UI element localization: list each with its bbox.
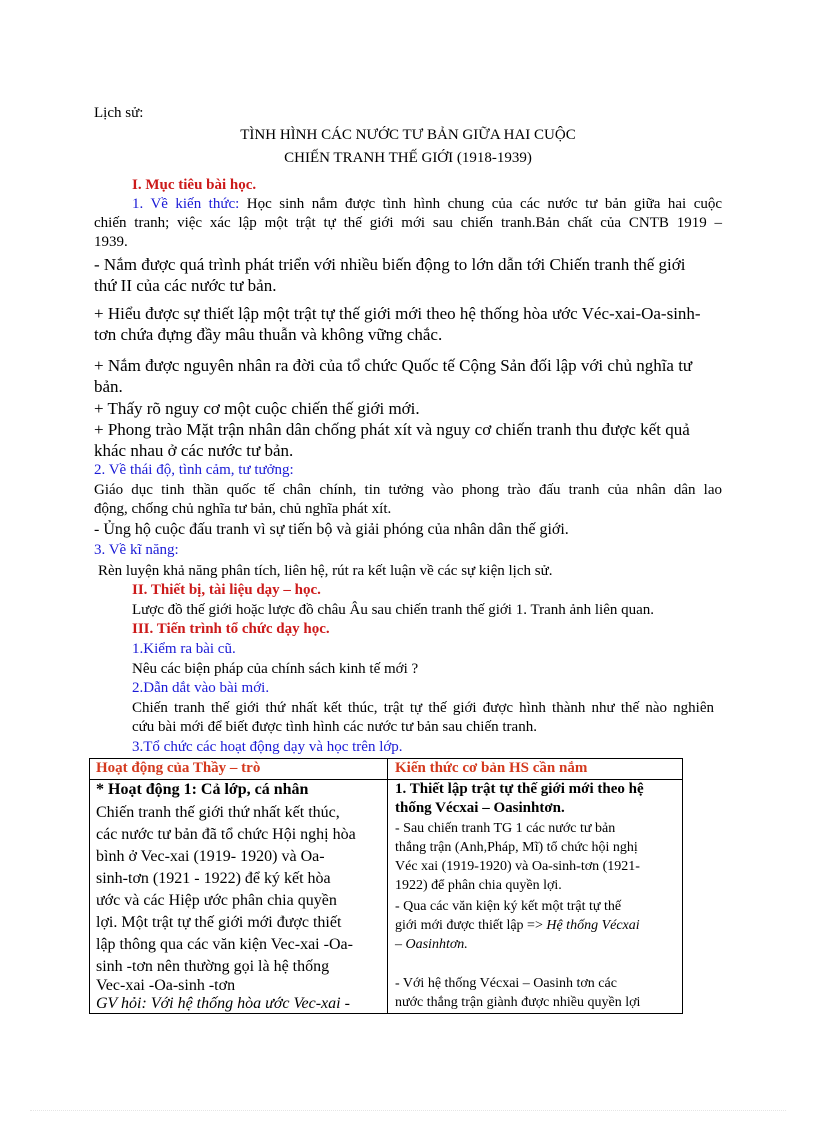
point-2-line-a: + Hiểu được sự thiết lập một trật tự thế giới mới theo hệ thống hòa ước Véc-xai-Oa-sinh- xyxy=(94,304,701,323)
teacher-question: GV hỏi: Với hệ thống hòa ước Vec-xai - xyxy=(96,995,350,1012)
point-1-line-b: thứ II của các nước tư bản. xyxy=(94,276,277,295)
knowledge-line-2: chiến tranh; việc xác lập một trật tự thế giới mới sau chiến tranh.Bản chất của CNTB 1919 – xyxy=(94,215,722,231)
section-2-heading: II. Thiết bị, tài liệu dạy – học. xyxy=(132,582,321,598)
table-header-teacher-student: Hoạt động của Thầy – trò xyxy=(96,760,261,776)
attitude-line-1: Giáo dục tinh thần quốc tế chân chính, tin tưởng vào phong trào đấu tranh của nhân dân lao xyxy=(94,482,722,498)
attitude-label: 2. Về thái độ, tình cảm, tư tưởng: xyxy=(94,462,294,478)
table-header-divider xyxy=(90,779,682,780)
col2-line-text: giới mới được thiết lập => xyxy=(395,918,543,933)
col2-line: - Qua các văn kiện ký kết một trật tự thế xyxy=(395,899,622,914)
knowledge-line-3: 1939. xyxy=(94,234,128,250)
col1-line: Vec-xai -Oa-sinh -tơn xyxy=(96,977,236,994)
col2-line: - Sau chiến tranh TG 1 các nước tư bản xyxy=(395,821,616,836)
section-2-text: Lược đồ thế giới hoặc lược đồ châu Âu sau chiến tranh thế giới 1. Tranh ảnh liên quan. xyxy=(132,602,655,618)
col1-line: sinh -tơn nên thường gọi là hệ thống xyxy=(96,958,330,975)
col2-line xyxy=(395,918,640,934)
system-term-continued: – Oasinhtơn. xyxy=(395,937,468,952)
knowledge-label: 1. Về kiến thức: xyxy=(132,196,240,212)
col2-line: Véc xai (1919-1920) và Oa-sinh-tơn (1921- xyxy=(395,859,640,874)
attitude-line-2: động, chống chủ nghĩa tư bản, chủ nghĩa phát xít. xyxy=(94,501,392,517)
table-column-divider xyxy=(387,759,388,1013)
activity-1-heading: * Hoạt động 1: Cả lớp, cá nhân xyxy=(96,781,309,798)
col2-line: thắng trận (Anh,Pháp, Mĩ) tổ chức hội nghị xyxy=(395,840,638,855)
point-2-line-b: tơn chứa đựng đầy mâu thuẫn và không vững chắc. xyxy=(94,325,443,344)
col1-line: bình ở Vec-xai (1919- 1920) và Oa- xyxy=(96,848,325,865)
section-1-heading: I. Mục tiêu bài học. xyxy=(132,177,257,193)
col2-line: nước thắng trận giành được nhiều quyền lợi xyxy=(395,995,641,1010)
point-5-line-b: khác nhau ở các nước tư bản. xyxy=(94,441,294,460)
knowledge-line-1 xyxy=(94,196,722,213)
attitude-line-3: - Ủng hộ cuộc đấu tranh vì sự tiến bộ và giải phóng của nhân dân thế giới. xyxy=(94,521,569,538)
point-4: + Thấy rõ nguy cơ một cuộc chiến thế giới mới. xyxy=(94,399,420,418)
system-term: Hệ thống Vécxai xyxy=(546,918,640,933)
skills-label: 3. Về kĩ năng: xyxy=(94,542,179,558)
col1-line: lợi. Một trật tự thế giới mới được thiết xyxy=(96,914,342,931)
check-text: Nêu các biện pháp của chính sách kinh tế mới ? xyxy=(132,661,419,677)
page-bottom-divider xyxy=(30,1110,786,1111)
point-3-line-a: + Nắm được nguyên nhân ra đời của tổ chức Quốc tế Cộng Sản đối lập với chủ nghĩa tư xyxy=(94,356,693,375)
knowledge-heading-line-2: thống Vécxai – Oasinhtơn. xyxy=(395,800,565,816)
intro-label: 2.Dẫn dắt vào bài mới. xyxy=(132,680,270,696)
skills-text: Rèn luyện khả năng phân tích, liên hệ, rút ra kết luận về các sự kiện lịch sử. xyxy=(98,563,553,579)
title-line-2: CHIẾN TRANH THẾ GIỚI (1918-1939) xyxy=(284,150,532,166)
col2-line: - Với hệ thống Vécxai – Oasinh tơn các xyxy=(395,976,617,991)
col1-line: Chiến tranh thế giới thứ nhất kết thúc, xyxy=(96,804,340,821)
col2-line: 1922) để phân chia quyền lợi. xyxy=(395,878,562,893)
col1-line: sinh-tơn (1921 - 1922) để ký kết hòa xyxy=(96,870,331,887)
activities-label: 3.Tổ chức các hoạt động dạy và học trên lớp. xyxy=(132,739,403,755)
point-5-line-a: + Phong trào Mặt trận nhân dân chống phát xít và nguy cơ chiến tranh thu được kết quả xyxy=(94,420,690,439)
title-line-1: TÌNH HÌNH CÁC NƯỚC TƯ BẢN GIỮA HAI CUỘC xyxy=(240,127,576,143)
subject-label: Lịch sử: xyxy=(94,105,144,121)
intro-line-2: cứu bài mới để biết được tình hình các nước tư bản sau chiến tranh. xyxy=(132,719,537,735)
section-3-heading: III. Tiến trình tổ chức dạy học. xyxy=(132,621,330,637)
knowledge-text-1: Học sinh nắm được tình hình chung của các nước tư bản giữa hai cuộc xyxy=(246,196,723,212)
lesson-table xyxy=(89,758,683,1014)
check-label: 1.Kiểm ra bài cũ. xyxy=(132,641,236,657)
intro-line-1: Chiến tranh thế giới thứ nhất kết thúc, trật tự thế giới được hình thành như thế nào nghiên xyxy=(132,700,714,716)
col1-line: ước và các Hiệp ước phân chia quyền xyxy=(96,892,337,909)
col1-line: lập thông qua các văn kiện Vec-xai -Oa- xyxy=(96,936,353,953)
point-3-line-b: bản. xyxy=(94,377,123,396)
table-header-basic-knowledge: Kiến thức cơ bản HS cần nắm xyxy=(395,760,588,776)
knowledge-heading-line-1: 1. Thiết lập trật tự thế giới mới theo hệ xyxy=(395,781,644,797)
point-1-line-a: - Nắm được quá trình phát triển với nhiều biến động to lớn dẫn tới Chiến tranh thế giới xyxy=(94,255,686,274)
col1-line: các nước tư bản đã tổ chức Hội nghị hòa xyxy=(96,826,356,843)
